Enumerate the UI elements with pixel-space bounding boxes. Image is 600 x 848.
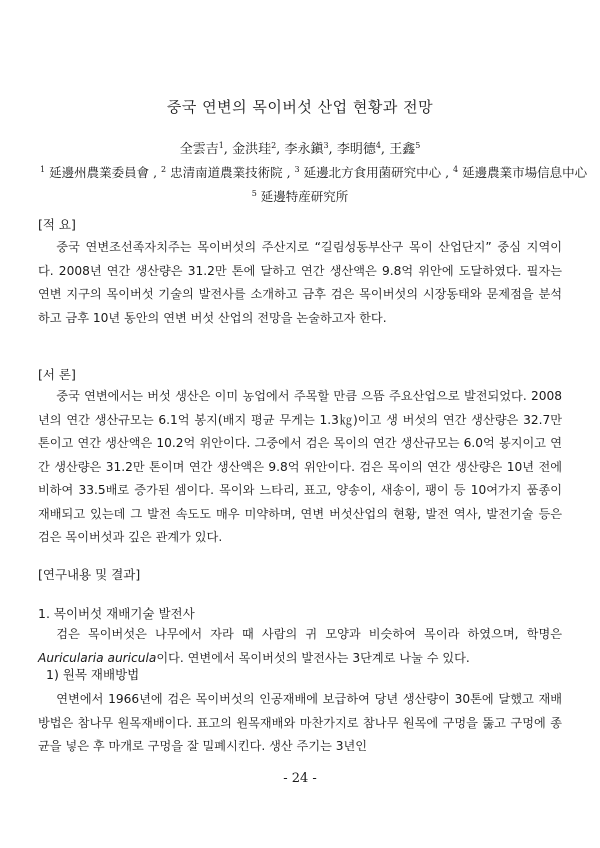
affiliation: 延邊州農業委員會 (49, 165, 150, 180)
affiliation: 延邊農業市場信息中心 (462, 165, 588, 180)
author: 全雲吉$^1$ (179, 141, 224, 157)
author-list: 全雲吉$^1$, 金洪珪$^2$, 李永鎭$^3$, 李明德$^4$, 王鑫$^5$ (179, 141, 421, 157)
affiliation-line: $^1$ 延邊州農業委員會 , $^2$ 忠清南道農業技術院 , $^3$ 延邊北方食用菌研究中心 , $^4$ 延邊農業市場信息中心 (40, 165, 588, 180)
affiliation: 延邊北方食用菌研究中心 (303, 165, 442, 180)
affiliation: 忠清南道農業技術院 (170, 165, 283, 180)
results-heading: [연구내용 및 결과] (38, 567, 141, 582)
intro-heading: [서 론] (38, 367, 76, 382)
affiliation-line: $^5$ 延邊特産研究所 (251, 189, 349, 204)
intro-text: 중국 연변에서는 버섯 생산은 이미 농업에서 주목할 만큼 으뜸 주요산업으로 발전되었다. 2008년의 연간 생산규모는 6.1억 봉지(배지 평균 무게는 1.3㎏)이고 생 버섯의 연간 생산량은 32.7만 톤이고 연간 생산액은 10.2억 위안이다. 그중에서 검은 목이의 연간 생산규모는 6.0억 봉지이고 연간 생산량은 31.2만 톤이며 연간 생산액은 9.8억 위안이다. 검은 목이의 연간 생산량은 10년 전에 비하여 33.5배로 증가된 셈이다. 목이와 느타리, 표고, 양송이, 새송이, 팽이 등 10여가지 품종이 재배되고 있는데 그 발전 속도도 매우 미약하며, 연변 버섯산업의 현황, 발전 역사, 발전기술 등은 검은 목이버섯과 깊은 관계가 있다. (38, 389, 562, 544)
paper-title: 중국 연변의 목이버섯 산업 현황과 전망 (166, 98, 434, 116)
author: 金洪珪$^2$ (232, 141, 277, 157)
subsection-title: 1) 원목 재배방법 (46, 667, 140, 682)
affiliation: 延邊特産研究所 (260, 189, 349, 204)
section-title: 1. 목이버섯 재배기술 발전사 (38, 606, 195, 621)
subsection-text: 연변에서 1966년에 검은 목이버섯의 인공재배에 보급하여 당년 생산량이 30톤에 달했고 재배 방법은 참나무 원목재배이다. 표고의 원목재배와 마찬가지로 참나무 원목에 구멍을 뚫고 구멍에 종균을 넣은 후 마개로 구멍을 잘 밀폐시킨다. 생산 주기는 3년인 (38, 692, 562, 753)
page-number: - 24 - (283, 771, 317, 786)
species-name: Auricularia auricula (38, 650, 157, 665)
author: 李明德$^4$ (336, 141, 381, 157)
section-text: 검은 목이버섯은 나무에서 자라 때 사람의 귀 모양과 비슷하여 목이라 하였으며, 학명은 Auricularia auricula이다. 연변에서 목이버섯의 발전사는 3단계로 나눌 수 있다. (38, 627, 562, 665)
abstract-text: 중국 연변조선족자치주는 목이버섯의 주산지로 “길림성동부산구 목이 산업단지” 중심 지역이다. 2008년 연간 생산량은 31.2만 톤에 달하고 연간 생산액은 9.8억 위안에 도달하였다. 필자는 연변 지구의 목이버섯 기술의 발전사를 소개하고 금후 검은 목이버섯의 시장동태와 문제점을 분석하고 금후 10년 동안의 연변 버섯 산업의 전망을 논술하고자 한다. (38, 240, 562, 325)
author: 王鑫$^5$ (389, 141, 421, 157)
author: 李永鎭$^3$ (284, 141, 329, 157)
abstract-heading: [적 요] (38, 217, 76, 232)
